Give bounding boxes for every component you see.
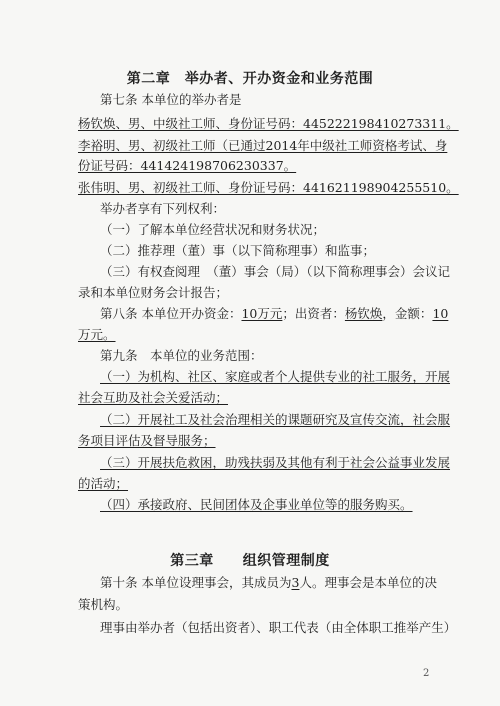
holder-1: 杨钦焕、男、中级社工师、身份证号码：445222198410273311。 — [78, 116, 459, 131]
article-10-suffix: 人。理事会是本单位的决 — [299, 575, 437, 590]
chapter-2-heading: 第二章 举办者、开办资金和业务范围 — [126, 71, 374, 87]
scope-2-line-1: （二）开展社工及社会治理相关的课题研究及宣传交流，社会服 — [100, 412, 451, 427]
article-8-line-2: 万元。 — [78, 327, 116, 342]
article-10-line-3: 理事由举办者（包括出资者）、职工代表（由全体职工推举产生） — [100, 620, 457, 635]
scope-2-line-2: 务项目评估及督导服务； — [78, 433, 216, 448]
article-9-lead: 第九条 本单位的业务范围： — [100, 348, 263, 363]
amount-label: ，金额： — [382, 306, 433, 321]
page-number: 2 — [423, 668, 430, 679]
scope-3-line-2: 的活动； — [78, 476, 129, 491]
holder-3: 张伟明、男、初级社工师、身份证号码：441621198904255510。 — [78, 180, 459, 195]
article-10-prefix: 第十条 本单位设理事会，其成员为 — [100, 575, 292, 590]
fund-amount: 10万元 — [241, 306, 283, 321]
article-10-line-1 — [100, 575, 437, 591]
board-member-count: 3 — [291, 575, 300, 590]
holder-2-line-2: 份证号码：441424198706230337。 — [78, 158, 297, 173]
article-7-lead: 第七条 本单位的举办者是 — [100, 92, 242, 107]
contributor-name: 杨钦焕 — [344, 306, 383, 321]
holder-2-line-1: 李裕明、男、初级社工师（已通过2014年中级社工师资格考试、身 — [78, 138, 448, 153]
right-1: （一）了解本单位经营状况和财务状况； — [100, 222, 326, 237]
scope-4: （四）承接政府、民间团体及企事业单位等的服务购买。 — [100, 497, 413, 512]
contribution-amount: 10 — [432, 306, 449, 321]
rights-lead: 举办者享有下列权利： — [100, 201, 226, 216]
right-2: （二）推荐理（董）事（以下简称理事）和监事； — [100, 243, 376, 258]
contributor-label: ；出资者： — [282, 306, 345, 321]
chapter-3-heading: 第三章 组织管理制度 — [170, 553, 330, 569]
article-10-line-2: 策机构。 — [78, 597, 129, 612]
scope-1-line-2: 社会互助及社会关爱活动； — [78, 390, 229, 405]
right-3-line-1: （三）有权查阅理 （董）事会（局）（以下简称理事会）会议记 — [100, 264, 451, 279]
scope-1-line-1: （一）为机构、社区、家庭或者个人提供专业的社工服务，开展 — [100, 369, 451, 384]
scope-3-line-1: （三）开展扶危救困，助残扶弱及其他有利于社会公益事业发展 — [100, 455, 451, 470]
article-8-line-1 — [100, 306, 448, 322]
article-8-prefix: 第八条 本单位开办资金： — [100, 306, 242, 321]
right-3-line-2: 录和本单位财务会计报告； — [78, 285, 229, 300]
